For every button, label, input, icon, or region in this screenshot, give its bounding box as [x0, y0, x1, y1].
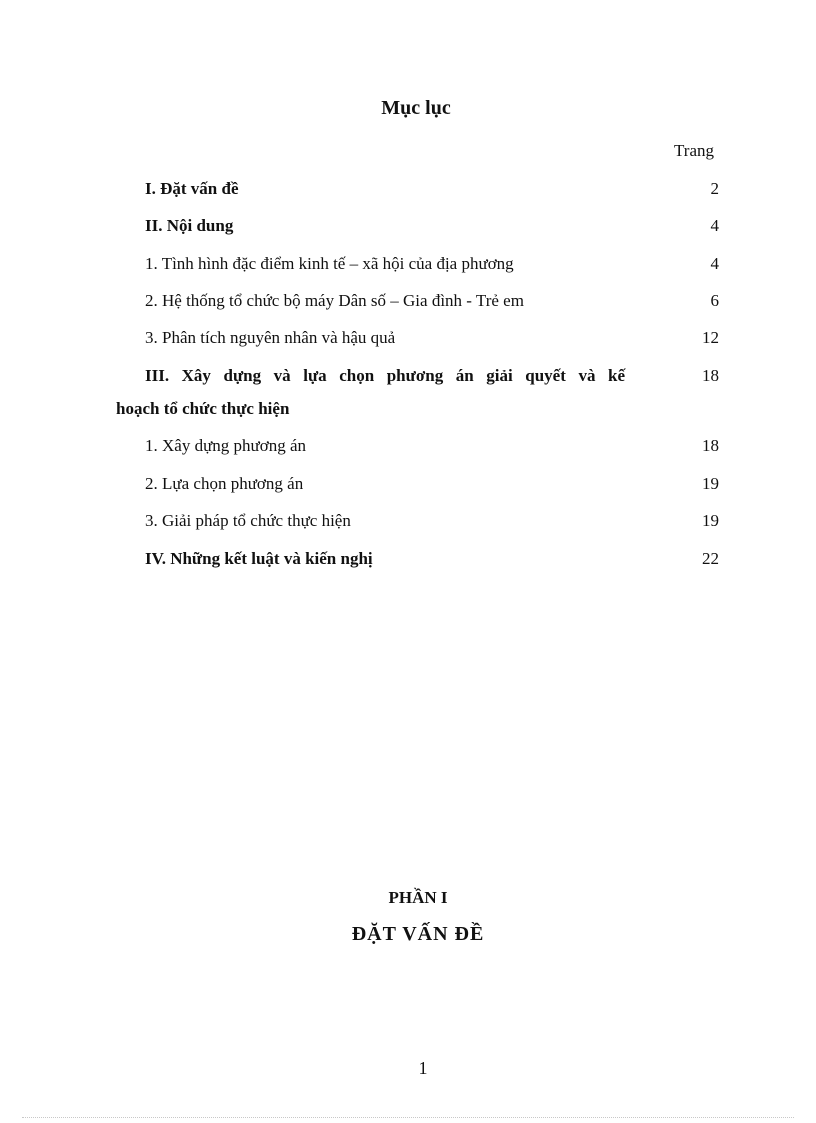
toc-entry-text: III. Xây dựng và lựa chọn phương án giải quyết và kế — [145, 366, 625, 385]
toc-entry-text: 1. Xây dựng phương án — [145, 436, 307, 455]
toc-entry-page: 12 — [702, 328, 719, 347]
toc-entry-page: 2 — [710, 179, 719, 198]
toc-entry-text: 1. Tình hình đặc điểm kinh tế – xã hội của địa phương — [145, 254, 514, 273]
page-number: 1 — [418, 1058, 428, 1078]
toc-entry-text: I. Đặt vấn đề — [145, 179, 239, 198]
toc-entry-page: 22 — [702, 549, 719, 568]
toc-entry-text: II. Nội dung — [145, 216, 234, 235]
toc-entry-text: 3. Phân tích nguyên nhân và hậu quả — [145, 328, 396, 347]
toc-entry-page: 6 — [710, 291, 719, 310]
toc-entry-page: 4 — [710, 216, 719, 235]
part-label: PHẦN I — [388, 888, 448, 907]
toc-entry-page: 4 — [710, 254, 719, 273]
toc-entry-text: 3. Giải pháp tổ chức thực hiện — [145, 511, 351, 530]
toc-entry-page: 18 — [702, 436, 719, 455]
toc-entry-text: 2. Hệ thống tổ chức bộ máy Dân số – Gia đình - Trẻ em — [145, 291, 524, 310]
toc-entry-text-continuation: hoạch tổ chức thực hiện — [116, 399, 290, 418]
toc-page-column-header: Trang — [674, 141, 714, 160]
toc-title: Mục lục — [381, 97, 451, 119]
toc-entry-page: 18 — [702, 366, 719, 385]
part-title: ĐẶT VẤN ĐỀ — [351, 923, 485, 945]
toc-entry-page: 19 — [702, 474, 719, 493]
toc-entry-text: IV. Những kết luật và kiến nghị — [145, 549, 373, 568]
toc-entry-page: 19 — [702, 511, 719, 530]
toc-entry-text: 2. Lựa chọn phương án — [145, 474, 304, 493]
page-break-divider — [22, 1117, 794, 1118]
